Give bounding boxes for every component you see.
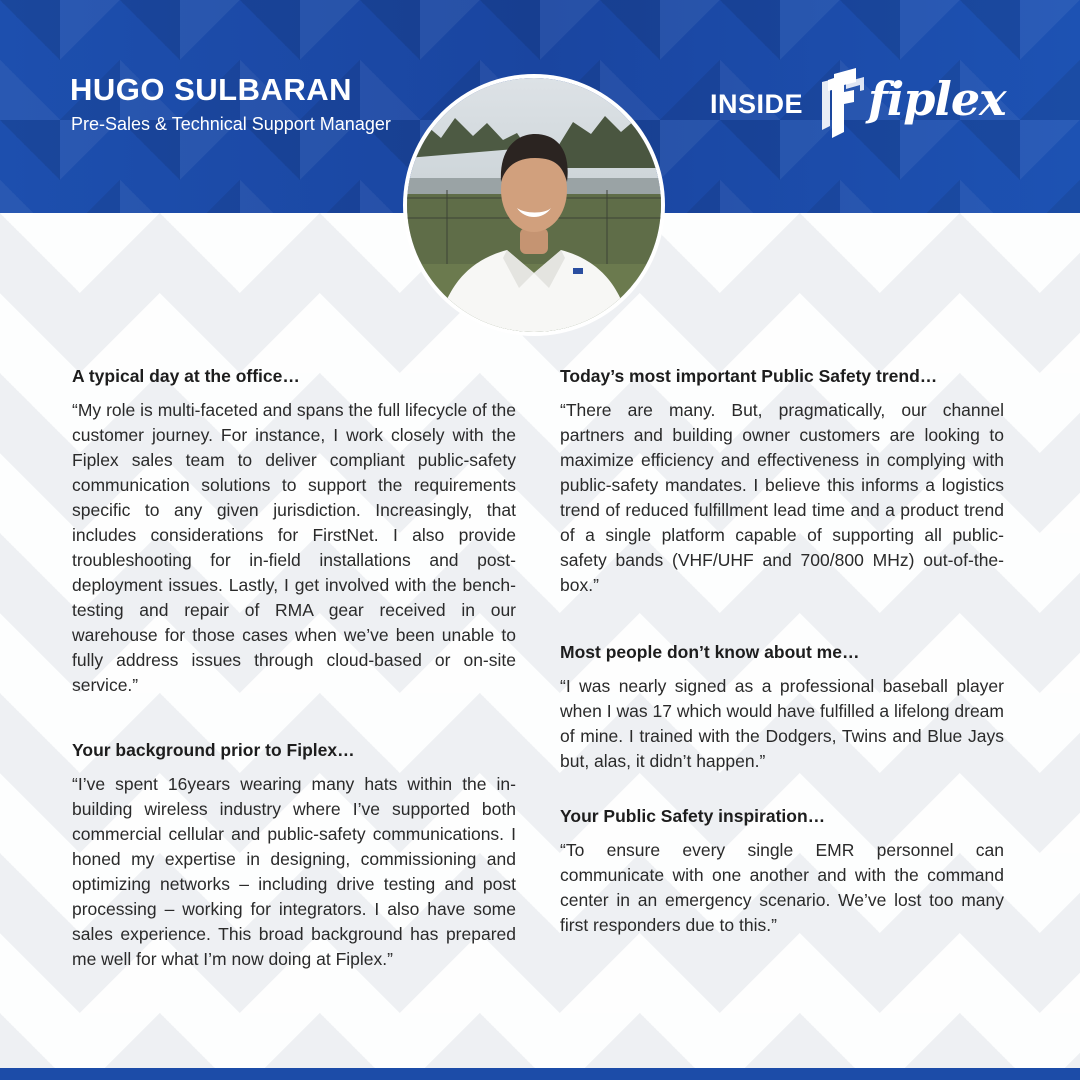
answer-text: “To ensure every single EMR personnel can communicate with one another and with the command center in an emergency scenario. We’ve lost too many first responders due to this.” <box>560 840 1004 935</box>
question-title: A typical day at the office… <box>72 366 300 386</box>
fiplex-logo-icon <box>820 68 874 138</box>
portrait-photo <box>407 78 661 332</box>
person-role: Pre-Sales & Technical Support Manager <box>71 114 391 134</box>
answer-text: “There are many. But, pragmatically, our channel partners and building owner customers are looking to maximize efficiency and effectiveness in complying with public-safety mandates. I believe this informs a logistics trend of reduced fulfillment lead time and a product trend of a single platform capable of supporting all public-safety bands (VHF/UHF and 700/800 MHz) out-of-the-box.” <box>560 400 1004 595</box>
qa-section-about-me <box>560 640 1004 774</box>
answer-text: “I’ve spent 16years wearing many hats within the in-building wireless industry where I’ve supported both commercial cellular and public-safety communications. I honed my expertise in designing, commissioning and optimizing networks – including drive testing and post processing – working for integrators. I also have some sales experience. This broad background has prepared me well for what I’m now doing at Fiplex.” <box>72 774 516 969</box>
footer-bar <box>0 1068 1080 1080</box>
answer-text: “My role is multi-faceted and spans the full lifecycle of the customer journey. For instance, I work closely with the Fiplex sales team to deliver compliant public-safety communication solutions to support the requirements specific to any given jurisdiction. Increasingly, that includes considerations for FirstNet. I also provide troubleshooting for in-field installations and post-deployment issues. Lastly, I get involved with the bench-testing and repair of RMA gear received in our warehouse for those cases when we’ve been unable to fully address issues through cloud-based or on-site service.” <box>72 400 516 695</box>
answer-text: “I was nearly signed as a professional baseball player when I was 17 which would have fulfilled a lifelong dream of mine. I trained with the Dodgers, Twins and Blue Jays but, alas, it didn’t happen.” <box>560 676 1004 771</box>
question-title: Most people don’t know about me… <box>560 642 860 662</box>
brand-name: fiplex <box>868 72 1006 126</box>
header-banner <box>0 0 1080 213</box>
question-title: Today’s most important Public Safety trend… <box>560 366 938 386</box>
qa-section-inspiration <box>560 804 1004 938</box>
qa-section-background <box>72 738 516 972</box>
person-name: HUGO SULBARAN <box>70 72 353 107</box>
brand-prefix: INSIDE <box>710 89 804 119</box>
qa-section-typical-day <box>72 364 516 698</box>
qa-section-trend <box>560 364 1004 598</box>
person-portrait-icon <box>407 78 661 332</box>
question-title: Your background prior to Fiplex… <box>72 740 355 760</box>
brand-logo <box>708 68 1018 138</box>
question-title: Your Public Safety inspiration… <box>560 806 826 826</box>
